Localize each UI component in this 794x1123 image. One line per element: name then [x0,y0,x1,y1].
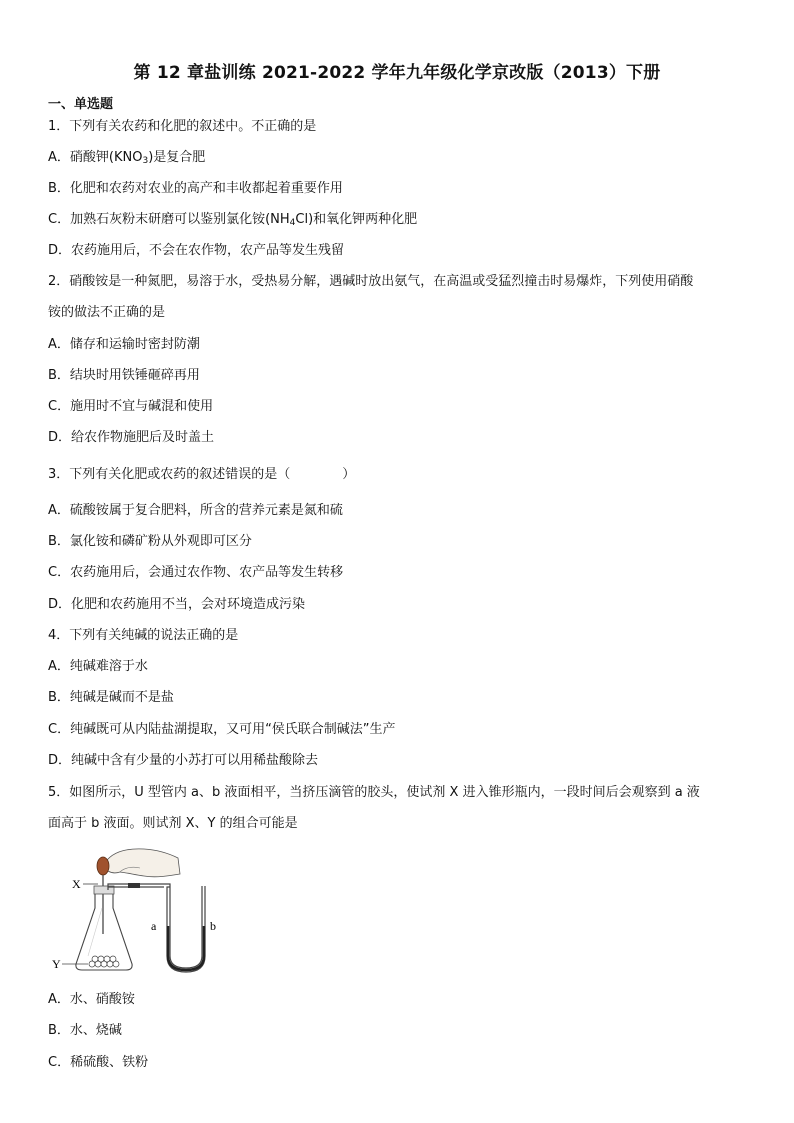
question-4-option-a: A．纯碱难溶于水 [48,659,148,674]
question-5-stem: 5．如图所示，U 型管内 a、b 液面相平，当挤压滴管的胶头，使试剂 X 进入锥形瓶内，一段时间后会观察到 a 液 [48,785,700,800]
question-4-option-c: C．纯碱既可从内陆盐湖提取，又可用“侯氏联合制碱法”生产 [48,722,396,737]
label-y: Y [52,957,61,971]
question-3-option-b: B．氯化铵和磷矿粉从外观即可区分 [48,534,252,549]
solid-reagent [89,956,119,967]
question-3-stem: 3．下列有关化肥或农药的叙述错误的是（ ） [48,467,356,482]
u-tube [164,884,202,968]
question-5-option-a: A．水、硝酸铵 [48,992,135,1007]
hand-drawing [103,849,180,877]
question-5-option-c: C．稀硫酸、铁粉 [48,1055,149,1070]
question-1-option-c: C．加熟石灰粉末研磨可以鉴别氯化铵$(NH_4Cl)$和氧化钾两种化肥 [48,212,418,228]
question-1-option-d: D．农药施用后，不会在农作物，农产品等发生残留 [48,243,345,258]
question-1-option-a: A．硝酸钾$(KNO_3)$是复合肥 [48,150,206,166]
dropper-bulb [97,857,109,875]
question-4-option-d: D．纯碱中含有少量的小苏打可以用稀盐酸除去 [48,753,319,768]
question-2-stem-cont: 铵的做法不正确的是 [48,305,166,320]
question-2-option-a: A．储存和运输时密封防潮 [48,337,200,352]
question-3-option-d: D．化肥和农药施用不当，会对环境造成污染 [48,597,306,612]
u-tube-liquid [168,926,204,970]
question-3-option-c: C．农药施用后，会通过农作物、农产品等发生转移 [48,565,344,580]
label-x: X [72,877,81,891]
question-2-option-d: D．给农作物施肥后及时盖土 [48,430,215,445]
label-b: b [210,919,216,933]
question-3-option-a: A．硫酸铵属于复合肥料，所含的营养元素是氮和硫 [48,503,343,518]
question-2-option-c: C．施用时不宜与碱混和使用 [48,399,214,414]
question-4-option-b: B．纯碱是碱而不是盐 [48,690,174,705]
apparatus-diagram [48,846,238,976]
question-4-stem: 4．下列有关纯碱的说法正确的是 [48,628,239,643]
question-1-option-b: B．化肥和农药对农业的高产和丰收都起着重要作用 [48,181,343,196]
question-2-option-b: B．结块时用铁锤砸碎再用 [48,368,200,383]
question-1-stem: 1．下列有关农药和化肥的叙述中。不正确的是 [48,119,317,134]
page-title: 第 12 章盐训练 2021-2022 学年九年级化学京改版（2013）下册 [133,63,661,83]
apparatus-figure [48,846,238,976]
question-5-stem-cont: 面高于 b 液面。则试剂 X、Y 的组合可能是 [48,816,298,831]
section-heading: 一、单选题 [48,97,114,112]
question-5-option-b: B．水、烧碱 [48,1023,122,1038]
label-a: a [151,919,157,933]
question-2-stem: 2．硝酸铵是一种氮肥，易溶于水，受热易分解，遇碱时放出氨气，在高温或受猛烈撞击时易爆炸，下列使用硝酸 [48,274,694,289]
